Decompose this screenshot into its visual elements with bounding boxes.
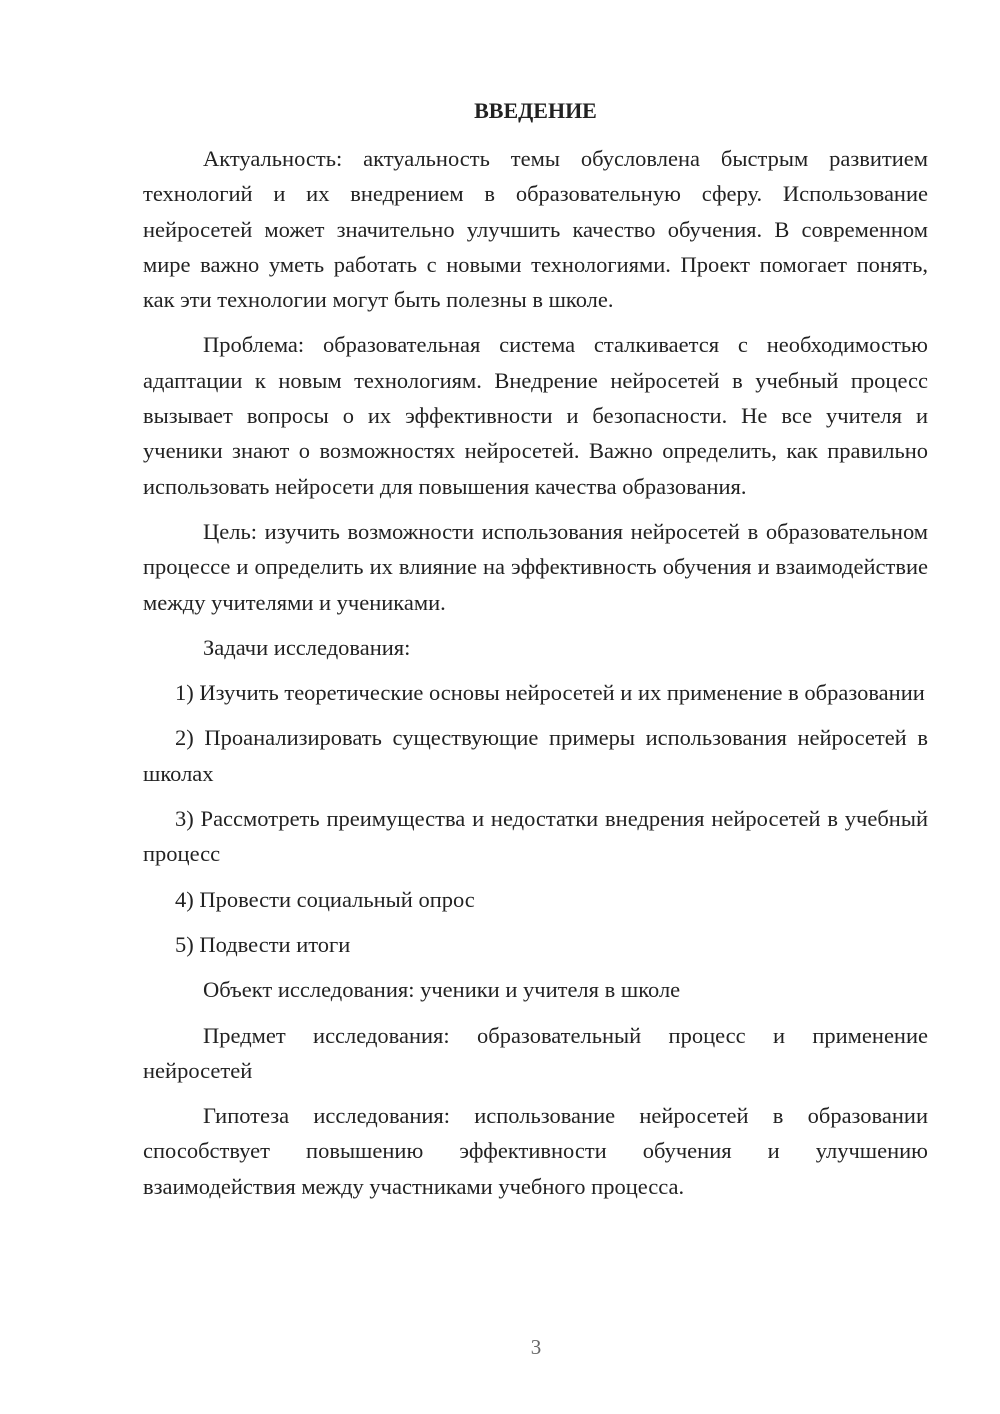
task-item-4: 4) Провести социальный опрос (175, 886, 475, 912)
task-item-2: 2) Проанализировать существующие примеры использования нейросетей в школах (143, 725, 928, 786)
object-paragraph: Объект исследования: ученики и учителя в школе (203, 977, 681, 1003)
task-item-1: 1) Изучить теоретические основы нейросетей и их применение в образовании (175, 680, 925, 706)
relevance-paragraph: Актуальность: актуальность темы обусловлена быстрым развитием технологий и их внедрением в образовательную сферу. Использование нейросетей может значительно улучшить качество обучения. В современном мире важно уметь работать с новыми технологиями. Проект помогает понять, как эти технологии могут быть полезны в школе. (143, 146, 928, 313)
goal-paragraph: Цель: изучить возможности использования нейросетей в образовательном процессе и определить их влияние на эффективность обучения и взаимодействие между учителями и учениками. (143, 518, 928, 615)
page-content (143, 96, 928, 1214)
task-item-3: 3) Рассмотреть преимущества и недостатки внедрения нейросетей в учебный процесс (143, 806, 928, 867)
page-number: 3 (530, 1335, 542, 1359)
problem-paragraph: Проблема: образовательная система сталкивается с необходимостью адаптации к новым технологиям. Внедрение нейросетей в учебный процесс вызывает вопросы о их эффективности и безопасности. Не все учителя и ученики знают о возможностях нейросетей. Важно определить, как правильно использовать нейросети для повышения качества образования. (143, 332, 928, 499)
hypothesis-paragraph: Гипотеза исследования: использование нейросетей в образовании способствует повышению эффективности обучения и улучшению взаимодействия между участниками учебного процесса. (143, 1103, 928, 1199)
page-title: ВВЕДЕНИЕ (474, 98, 597, 123)
tasks-heading: Задачи исследования: (203, 634, 411, 660)
subject-paragraph: Предмет исследования: образовательный процесс и применение нейросетей (143, 1022, 928, 1083)
task-item-5: 5) Подвести итоги (175, 931, 351, 957)
